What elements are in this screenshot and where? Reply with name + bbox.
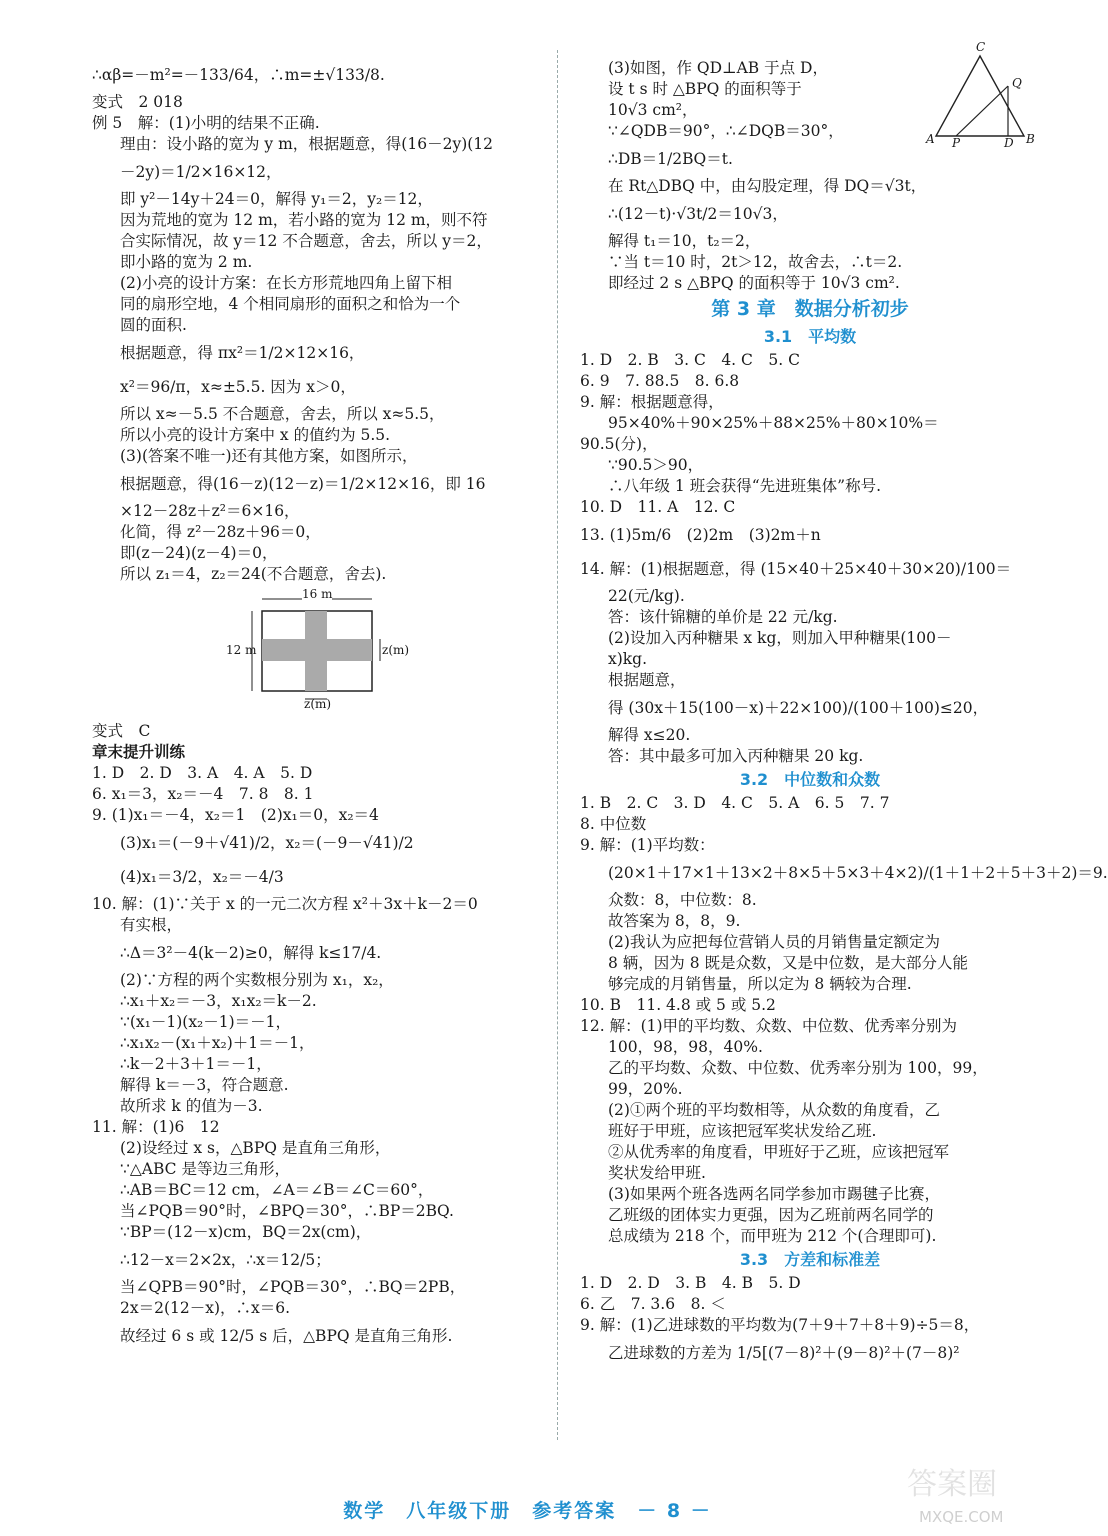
right-text-line: x)kg. (608, 650, 648, 668)
right-text-line: 得 (30x＋15(100－x)＋22×100)/(100＋100)≤20， (608, 699, 989, 717)
right-text-line: 众数：8，中位数：8. (608, 891, 757, 909)
tri-label-d: D (1004, 136, 1014, 150)
right-text-line: 8. 中位数 (580, 815, 647, 833)
right-text-line: 奖状发给甲班. (608, 1164, 706, 1182)
left-text-line: ∵BP＝(12－x)cm，BQ＝2x(cm)， (120, 1223, 372, 1241)
right-text-line: 1. D 2. B 3. C 4. C 5. C (580, 351, 800, 369)
right-text-line: 99，20%. (608, 1080, 683, 1098)
right-text-line: 22(元/kg). (608, 587, 685, 605)
right-text-line: 解得 x≤20. (608, 726, 691, 744)
right-text-line: 95×40%＋90×25%＋88×25%＋80×10%＝ (608, 414, 939, 432)
right-text-line: 12. 解：(1)甲的平均数、众数、中位数、优秀率分别为 (580, 1017, 958, 1035)
right-text-line: (3)如图，作 QD⊥AB 于点 D， (608, 59, 828, 77)
right-text-line: 够完成的月销售量，所以定为 8 辆较为合理. (608, 975, 912, 993)
right-text-line: 根据题意， (608, 671, 686, 689)
left-text-line: ∵(x₁－1)(x₂－1)＝－1， (120, 1013, 292, 1031)
right-text-line: (3)如果两个班各选两名同学参加市踢毽子比赛， (608, 1185, 940, 1203)
left-text-line: 1. D 2. D 3. A 4. A 5. D (92, 764, 313, 782)
watermark-logo (897, 1460, 1047, 1530)
left-text-line: 所以 x≈－5.5 不合题意，舍去，所以 x≈5.5， (120, 405, 445, 423)
left-text-line: 6. x₁＝3，x₂＝－4 7. 8 8. 1 (92, 785, 314, 803)
right-text-line: 乙进球数的方差为 1/5[(7－8)²＋(9－8)²＋(7－8)² (608, 1344, 960, 1362)
right-text-line: ∴(12－t)·√3t/2＝10√3， (608, 205, 788, 223)
cross-path-figure (226, 587, 410, 711)
left-text-line: (2)设经过 x s，△BPQ 是直角三角形， (120, 1139, 391, 1157)
tri-label-a: A (926, 132, 935, 146)
left-text-line: 所以小亮的设计方案中 x 的值约为 5.5. (120, 426, 391, 444)
left-text-line: 合实际情况，故 y＝12 不合题意，舍去，所以 y＝2， (120, 232, 492, 250)
left-text-line: 所以 z₁＝4，z₂＝24(不合题意，舍去). (120, 565, 387, 583)
watermark-small: MXQE.COM (919, 1508, 1004, 1526)
right-text-line: ∵90.5＞90， (608, 456, 704, 474)
left-text-line: 因为荒地的宽为 12 m，若小路的宽为 12 m，则不符 (120, 211, 488, 229)
left-text-line: ×12－28z＋z²＝6×16， (120, 502, 300, 520)
left-text-line: 即小路的宽为 2 m. (120, 253, 253, 271)
fig-z-bottom-label: z(m) (304, 697, 332, 711)
section-title: 3.1 平均数 (763, 327, 857, 346)
left-text-line: 变式 2 018 (92, 93, 183, 111)
right-text-line: 答：其中最多可加入丙种糖果 20 kg. (608, 747, 864, 765)
left-text-line: 化简，得 z²－28z＋96＝0， (120, 523, 321, 541)
right-text-line: ②从优秀率的角度看，甲班好于乙班，应该把冠军 (608, 1143, 950, 1161)
left-text-line: (2)∵方程的两个实数根分别为 x₁，x₂， (120, 971, 394, 989)
left-text-line: (3)(答案不唯一)还有其他方案，如图所示， (120, 447, 418, 465)
left-text-line: 圆的面积. (120, 316, 187, 334)
left-text-line: 例 5 解：(1)小明的结果不正确. (92, 114, 320, 132)
column-divider (557, 50, 558, 1440)
right-text-line: ∴DB＝1/2BQ＝t. (608, 150, 733, 168)
right-text-line: 10. B 11. 4.8 或 5 或 5.2 (580, 996, 776, 1014)
right-text-line: 1. D 2. D 3. B 4. B 5. D (580, 1274, 801, 1292)
right-text-line: 14. 解：(1)根据题意，得 (15×40＋25×40＋30×20)/100＝ (580, 560, 1012, 578)
chapter-title: 第 3 章 数据分析初步 (711, 298, 909, 320)
left-text-line: 当∠QPB＝90°时，∠PQB＝30°，∴BQ＝2PB， (120, 1278, 466, 1296)
left-text-line: ∴x₁x₂－(x₁＋x₂)＋1＝－1， (120, 1034, 315, 1052)
section-title: 3.2 中位数和众数 (739, 770, 881, 789)
left-text-line: 章末提升训练 (92, 743, 186, 761)
fig-width-label: 16 m (302, 587, 333, 601)
left-text-line: 有实根， (120, 916, 183, 934)
triangle-svg (926, 48, 1036, 148)
left-text-line: 解得 k＝－3，符合题意. (120, 1076, 289, 1094)
right-text-line: 设 t s 时 △BPQ 的面积等于 (608, 80, 802, 98)
left-text-line: 10. 解：(1)∵关于 x 的一元二次方程 x²＋3x＋k－2＝0 (92, 895, 478, 913)
right-text-line: 班好于甲班，应该把冠军奖状发给乙班. (608, 1122, 877, 1140)
right-text-line: 乙班级的团体实力更强，因为乙班前两名同学的 (608, 1206, 934, 1224)
left-text-line: 故所求 k 的值为－3. (120, 1097, 263, 1115)
left-text-line: 2x＝2(12－x)，∴x＝6. (120, 1299, 291, 1317)
left-text-line: 11. 解：(1)6 12 (92, 1118, 220, 1136)
right-text-line: 6. 乙 7. 3.6 8. ＜ (580, 1295, 726, 1313)
cross-figure-svg (232, 591, 402, 711)
right-text-line: ∵∠QDB＝90°，∴∠DQB＝30°， (608, 122, 844, 140)
page-footer: 数学 八年级下册 参考答案 － 8 － (343, 1500, 712, 1522)
left-text-line: 故经过 6 s 或 12/5 s 后，△BPQ 是直角三角形. (120, 1327, 453, 1345)
left-text-line: －2y)＝1/2×16×12， (120, 163, 282, 181)
right-text-line: 即经过 2 s △BPQ 的面积等于 10√3 cm². (608, 274, 900, 292)
right-text-line: 10. D 11. A 12. C (580, 498, 736, 516)
fig-height-label: 12 m (226, 643, 257, 657)
right-text-line: 8 辆，因为 8 既是众数，又是中位数，是大部分人能 (608, 954, 969, 972)
right-text-line: 乙的平均数、众数、中位数、优秀率分别为 100，99， (608, 1059, 988, 1077)
right-text-line: 9. 解：(1)乙进球数的平均数为(7＋9＋7＋8＋9)÷5＝8， (580, 1316, 980, 1334)
left-text-line: ∵△ABC 是等边三角形， (120, 1160, 290, 1178)
right-text-line: (2)①两个班的平均数相等，从众数的角度看，乙 (608, 1101, 940, 1119)
left-text-line: 同的扇形空地，4 个相同扇形的面积之和恰为一个 (120, 295, 461, 313)
section-title: 3.3 方差和标准差 (739, 1250, 881, 1269)
right-text-line: 解得 t₁＝10，t₂＝2， (608, 232, 761, 250)
right-text-line: (20×1＋17×1＋13×2＋8×5＋5×3＋4×2)/(1＋1＋2＋5＋3＋2)＝9. (608, 864, 1108, 882)
left-text-line: ∴AB＝BC＝12 cm，∠A＝∠B＝∠C＝60°， (120, 1181, 434, 1199)
left-text-line: ∴Δ＝3²－4(k－2)≥0，解得 k≤17/4. (120, 944, 382, 962)
watermark-big: 答案圈 (907, 1467, 997, 1502)
left-column (92, 58, 554, 1353)
left-text-line: 变式 C (92, 722, 151, 740)
right-text-line: 100，98，98，40%. (608, 1038, 763, 1056)
right-text-line: 9. 解：根据题意得， (580, 393, 724, 411)
left-text-line: x²＝96/π，x≈±5.5. 因为 x＞0， (120, 378, 356, 396)
tri-label-q: Q (1012, 76, 1022, 90)
right-text-line: ∵当 t＝10 时，2t＞12，故舍去，∴t＝2. (608, 253, 903, 271)
left-text-line: ∴k－2＋3＋1＝－1， (120, 1055, 272, 1073)
left-text-line: ∴x₁＋x₂＝－3，x₁x₂＝k－2. (120, 992, 317, 1010)
tri-label-c: C (976, 40, 986, 54)
right-text-line: 答：该什锦糖的单价是 22 元/kg. (608, 608, 838, 626)
left-text-line: 理由：设小路的宽为 y m，根据题意，得(16－2y)(12 (120, 135, 494, 153)
left-text-line: (4)x₁＝3/2，x₂＝－4/3 (120, 868, 284, 886)
right-text-line: ∴八年级 1 班会获得“先进班集体”称号. (608, 477, 881, 495)
right-text-line: 1. B 2. C 3. D 4. C 5. A 6. 5 7. 7 (580, 794, 890, 812)
left-text-line: (2)小亮的设计方案：在长方形荒地四角上留下相 (120, 274, 452, 292)
left-text-line: 根据题意，得(16－z)(12－z)＝1/2×12×16，即 16 (120, 475, 486, 493)
right-text-line: 故答案为 8，8，9. (608, 912, 741, 930)
left-text-line: ∴12－x＝2×2x，∴x＝12/5； (120, 1251, 331, 1269)
left-text-line: 即(z－24)(z－4)＝0， (120, 544, 278, 562)
right-text-line: 总成绩为 218 个，而甲班为 212 个(合理即可). (608, 1227, 937, 1245)
right-text-line: 6. 9 7. 88.5 8. 6.8 (580, 372, 740, 390)
left-text-line: 当∠PQB＝90°时，∠BPQ＝30°，∴BP＝2BQ. (120, 1202, 454, 1220)
left-text-line: 即 y²－14y＋24＝0，解得 y₁＝2，y₂＝12， (120, 190, 433, 208)
right-text-line: (2)我认为应把每位营销人员的月销售量定额定为 (608, 933, 940, 951)
right-text-line: 90.5(分)， (580, 435, 658, 453)
left-text-line: ∴αβ=－m²=－133/64，∴m=±√133/8. (92, 66, 385, 84)
right-text-line: 13. (1)5m/6 (2)2m (3)2m＋n (580, 526, 821, 544)
right-text-line: 在 Rt△DBQ 中，由勾股定理，得 DQ＝√3t， (608, 177, 927, 195)
left-text-line: (3)x₁＝(－9＋√41)/2，x₂＝(－9－√41)/2 (120, 834, 414, 852)
right-text-line: 9. 解：(1)平均数： (580, 836, 715, 854)
tri-label-b: B (1026, 132, 1035, 146)
left-text-line: 根据题意，得 πx²＝1/2×12×16， (120, 344, 365, 362)
right-column (580, 40, 1108, 1370)
fig-z-right-label: z(m) (382, 643, 410, 657)
left-text-line: 9. (1)x₁＝－4，x₂＝1 (2)x₁＝0，x₂＝4 (92, 806, 379, 824)
tri-label-p: P (952, 136, 961, 150)
right-text-line: (2)设加入丙种糖果 x kg，则加入甲种糖果(100－ (608, 629, 952, 647)
triangle-figure (926, 40, 1036, 150)
right-text-line: 10√3 cm²， (608, 101, 698, 119)
